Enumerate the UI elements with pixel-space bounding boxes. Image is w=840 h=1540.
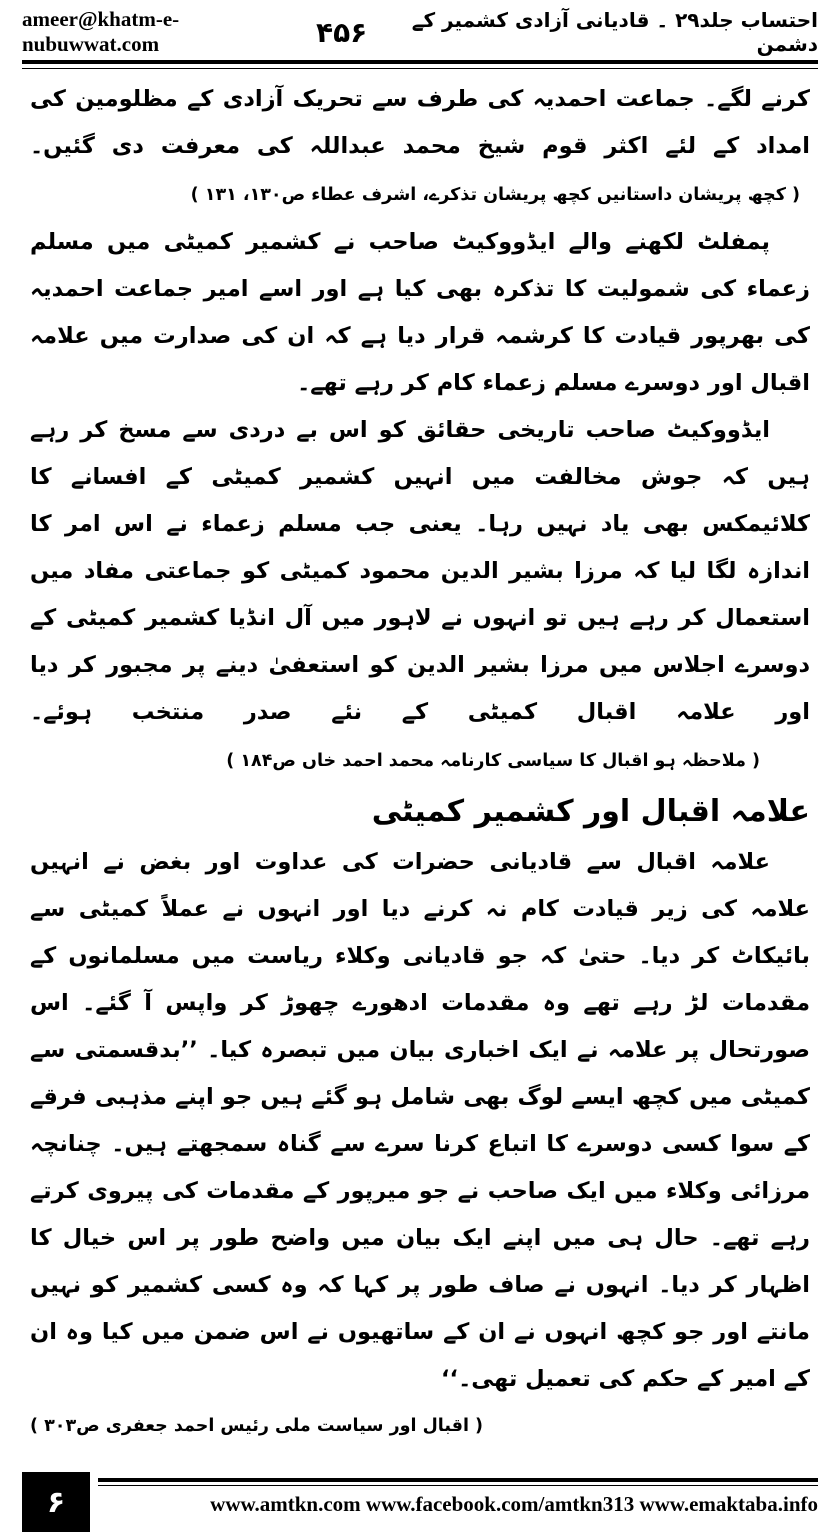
paragraph: علامہ اقبال سے قادیانی حضرات کی عداوت اور بغض نے انہیں علامہ کی زیر قیادت کام نہ کرنے دیا اور انہوں نے عملاً کمیٹی سے بائیکاٹ کر دیا۔ حتیٰ کہ جو قادیانی وکلاء ریاست میں مسلمانوں کے مقدمات لڑ رہے تھے وہ مقدمات ادھورے چھوڑ کر واپس آ گئے۔ اس صورتحال پر علامہ نے ایک اخباری بیان میں تبصرہ کیا۔ ’’بدقسمتی سے کمیٹی میں کچھ ایسے لوگ بھی شامل ہو گئے ہیں جو اپنے مذہبی فرقے کے سوا کسی دوسرے کا اتباع کرنا سرے سے گناہ سمجھتے ہیں۔ چنانچہ مرزائی وکلاء میں ایک صاحب نے جو میرپور کے مقدمات کی پیروی کرتے رہے تھے۔ حال ہی میں اپنے ایک بیان میں واضح طور پر اس خیال کا اظہار کر دیا۔ انہوں نے صاف طور پر کہا کہ وہ کسی کشمیر کو نہیں مانتے اور جو کچھ انہوں نے ان کے ساتھیوں نے اس ضمن میں کیا وہ ان کے امیر کے حکم کی تعمیل تھی۔‘‘ [30,849,810,1392]
header-email: ameer@khatm-e-nubuwwat.com [22,7,180,56]
footer-page-box: ۶ [22,1472,90,1532]
footer-rule-thin [98,1485,818,1486]
header-page-number: ۴۵۶ [315,15,368,49]
paragraph [30,1450,810,1454]
paragraph: پمفلٹ لکھنے والے ایڈووکیٹ صاحب نے کشمیر کمیٹی میں مسلم زعماء کی شمولیت کا تذکرہ بھی کیا ہے اور اسے امیر جماعت احمدیہ کی بھرپور قیادت کا کرشمہ قرار دیا ہے کہ ان کی صدارت میں علامہ اقبال اور دوسرے مسلم زعماء کام کر رہے تھے۔ [30,229,810,396]
citation: ( کچھ پریشان داستانیں کچھ پریشان تذکرے، اشرف عطاء ص۱۳۰، ۱۳۱ ) [190,185,800,205]
paragraph: ایڈووکیٹ صاحب تاریخی حقائق کو اس بے دردی سے مسخ کر رہے ہیں کہ جوش مخالفت میں انہیں کشمیر کمیٹی کے افسانے کا کلائیمکس بھی یاد نہیں رہا۔ یعنی جب مسلم زعماء نے اس امر کا اندازہ لگا لیا کہ مرزا بشیر الدین محمود کمیٹی کو جماعتی مفاد میں استعمال کر رہے ہیں تو انہوں نے لاہور میں آل انڈیا کشمیر کمیٹی کے دوسرے اجلاس میں مرزا بشیر الدین کو استعفیٰ دینے پر مجبور کر دیا اور علامہ اقبال کمیٹی کے نئے صدر منتخب ہوئے۔ ( ملاحظہ ہو اقبال کا سیاسی کارنامہ محمد احمد خاں ص۱۸۴ ) [30,407,810,785]
citation: ( ملاحظہ ہو اقبال کا سیاسی کارنامہ محمد احمد خاں ص۱۸۴ ) [226,751,760,771]
header-title: احتساب جلد۲۹ ۔ قادیانی آزادی کشمیر کے دشمن [411,8,818,56]
page-header [22,6,818,58]
header-rule-thick [22,60,818,64]
page-body [30,76,810,1454]
footer-links[interactable]: www.amtkn.com www.facebook.com/amtkn313 www.emaktaba.info [210,1492,818,1516]
footer-rule-thick [98,1478,818,1482]
section-heading: علامہ اقبال اور کشمیر کمیٹی [371,794,810,829]
page-footer [22,1472,818,1534]
citation: ( اقبال اور سیاست ملی رئیس احمد جعفری ص۳۰۳ ) [30,1416,484,1436]
paragraph: کرنے لگے۔ جماعت احمدیہ کی طرف سے تحریک آزادی کے مظلومین کی امداد کے لئے اکثر قوم شیخ محمد عبداللہ کی معرفت دی گئیں۔ ( کچھ پریشان داستانیں کچھ پریشان تذکرے، اشرف عطاء ص۱۳۰، ۱۳۱ ) [30,76,810,219]
citation-line [30,1403,810,1450]
header-left [22,7,367,57]
header-rule-thin [22,68,818,69]
